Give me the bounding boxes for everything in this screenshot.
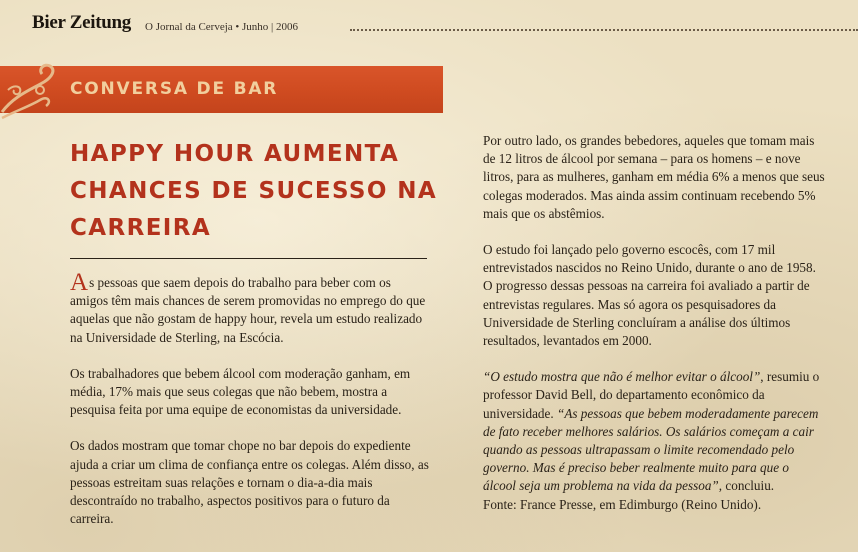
quote-1: “O estudo mostra que não é melhor evitar o álcool” xyxy=(483,369,761,385)
article-column-right xyxy=(483,132,825,532)
masthead-subtitle: O Jornal da Cerveja • Junho | 2006 xyxy=(145,21,298,33)
masthead xyxy=(32,12,858,38)
headline-line-2: CHANCES DE SUCESSO NA xyxy=(70,178,438,204)
paragraph-2: Os trabalhadores que bebem álcool com moderação ganham, em média, 17% mais que seus colegas que não bebem, mostra a pesquisa feita por uma equipe de economistas da universidade. xyxy=(70,365,411,418)
article-column-left xyxy=(70,269,432,546)
flourish-ornament-icon xyxy=(0,60,70,124)
paragraph-1 xyxy=(70,269,432,347)
quote-2: “As pessoas que bebem moderadamente parecem de fato receber melhores salários. Os salários começam a cair quando as pessoas ultrapassam o limite recomendado pelo governo. Mas é preciso beber realmente muito para que o álcool seja um problema na vida da pessoa” xyxy=(483,405,819,494)
paragraph-3: Os dados mostram que tomar chope no bar depois do expediente ajuda a criar um clima de confiança entre os colegas. Além disso, as pessoas estreitam suas relações e tornam o dia-a-dia mais descontraído no trabalho, aspectos positivos para o futuro da carreira. xyxy=(70,438,429,527)
section-label: CONVERSA DE BAR xyxy=(70,79,279,99)
masthead-brand: Bier Zeitung xyxy=(32,12,131,33)
source-credit: Fonte: France Presse, em Edimburgo (Reino Unido). xyxy=(483,496,762,512)
article-headline xyxy=(70,136,440,247)
paragraph-4: Por outro lado, os grandes bebedores, aqueles que tomam mais de 12 litros de álcool por semana – para os homens – e nove litros, para as mulheres, ganham em média 6% a menos que seus colegas moderados. Mas ainda assim continuam recebendo 5% mais que os abstêmios. xyxy=(483,133,825,221)
drop-cap: A xyxy=(70,269,89,296)
paragraph-6-mid: , resumiu o professor David Bell, do departamento econômico da universidade. xyxy=(483,369,820,421)
paragraph-6-end: , concluiu. xyxy=(718,478,775,494)
paragraph-5: O estudo foi lançado pelo governo escocês, com 17 mil entrevistados nascidos no Reino Unido, durante o ano de 1958. O progresso dessas pessoas na carreira foi avaliado a partir de entrevistas regulares. Mas só agora os pesquisadores da Universidade de Sterling concluíram a análise dos últimos resultados, levantados em 2000. xyxy=(483,242,816,349)
headline-rule xyxy=(70,258,427,259)
masthead-divider xyxy=(350,29,858,31)
headline-line-1: HAPPY HOUR AUMENTA xyxy=(70,141,400,167)
paragraph-6 xyxy=(483,368,825,495)
headline-line-3: CARREIRA xyxy=(70,215,212,241)
paragraph-1-text: s pessoas que saem depois do trabalho para beber com os amigos têm mais chances de serem promovidas no emprego do que aquelas que não gostam de happy hour, revela um estudo realizado na Universidade de Sterling, na Escócia. xyxy=(70,275,426,345)
